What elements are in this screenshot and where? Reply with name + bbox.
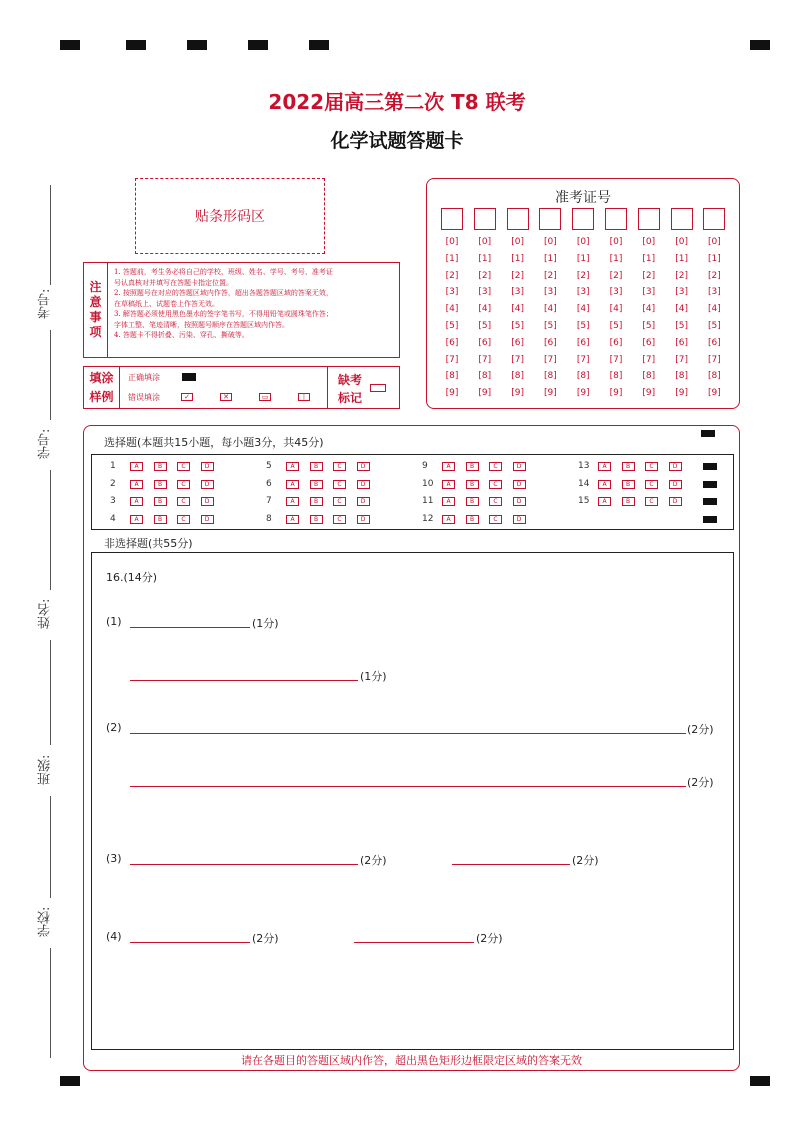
admission-digit-bubble[interactable]: [5] (511, 321, 524, 331)
admission-digit-bubble[interactable]: [6] (511, 337, 524, 348)
question-number: 12 (422, 513, 434, 524)
choice-option-bubble[interactable]: C (489, 462, 502, 471)
sample-title: 填涂 样例 (84, 367, 120, 408)
question-number: 2 (110, 478, 116, 489)
binding-line (50, 796, 51, 898)
admission-digit-bubble[interactable]: [1] (642, 253, 656, 264)
binding-line (50, 185, 51, 285)
admission-digit-bubble[interactable]: [5] (642, 321, 656, 331)
score-label: (2分) (687, 776, 714, 789)
choice-option-bubble[interactable]: A (442, 462, 455, 471)
admission-digit-bubble[interactable]: [3] (544, 287, 557, 298)
admission-digit-bubble[interactable]: [3] (675, 287, 688, 298)
choice-option-bubble[interactable]: C (489, 480, 502, 489)
admission-digit-bubble[interactable]: [2] (511, 270, 524, 281)
admission-digit-bubble[interactable]: [4] (478, 304, 492, 315)
choice-option-bubble[interactable]: B (622, 497, 635, 506)
admission-digit-bubble[interactable]: [2] (544, 270, 557, 281)
admission-digit-bubble[interactable]: [2] (445, 270, 459, 281)
answer-blank[interactable] (130, 680, 358, 681)
registration-mark (126, 40, 146, 50)
admission-digit-box[interactable] (703, 208, 725, 230)
registration-mark (60, 40, 80, 50)
admission-digit-bubble[interactable]: [3] (478, 287, 492, 298)
part-3-label: (3) (106, 852, 122, 865)
admission-digit-bubble[interactable]: [3] (609, 287, 623, 298)
score-label: (2分) (252, 932, 279, 945)
admission-digit-bubble[interactable]: [6] (642, 337, 656, 348)
choice-option-bubble[interactable]: B (466, 480, 479, 489)
answer-blank[interactable] (130, 942, 250, 943)
choice-option-bubble[interactable]: C (177, 480, 190, 489)
binding-line (50, 330, 51, 420)
admission-digit-bubble[interactable]: [0] (544, 237, 557, 247)
part-2-label: (2) (106, 721, 122, 734)
side-label-exam-number: 考号: (38, 288, 53, 320)
question-16-title: 16.(14分) (106, 571, 158, 584)
admission-digit-bubble[interactable]: [7] (511, 354, 524, 365)
admission-digit-box[interactable] (671, 208, 693, 230)
choice-option-bubble[interactable]: D (513, 462, 526, 471)
choice-option-bubble[interactable]: A (130, 497, 143, 506)
question-number: 10 (422, 478, 434, 489)
notice-line: 3. 解答题必须使用黑色墨水的签字笔书写，不得用铅笔或圆珠笔作答； (114, 310, 333, 318)
choice-option-bubble[interactable]: C (177, 462, 190, 471)
admission-digit-bubble[interactable]: [0] (609, 237, 623, 247)
choice-option-bubble[interactable]: D (357, 462, 370, 471)
admission-digit-bubble[interactable]: [3] (445, 287, 459, 298)
answer-blank[interactable] (130, 786, 686, 787)
admission-digit-bubble[interactable]: [2] (478, 270, 492, 281)
admission-digit-bubble[interactable]: [4] (675, 304, 688, 315)
choice-option-bubble[interactable]: A (598, 497, 611, 506)
score-label: (2分) (360, 854, 387, 867)
choice-option-bubble[interactable]: B (154, 480, 167, 489)
admission-digit-bubble[interactable]: [7] (576, 354, 590, 365)
admission-digit-bubble[interactable]: [8] (445, 371, 459, 382)
answer-blank[interactable] (452, 864, 570, 865)
registration-mark (187, 40, 207, 50)
question-number: 1 (110, 461, 116, 471)
choice-option-bubble[interactable]: A (286, 462, 299, 471)
admission-digit-box[interactable] (638, 208, 660, 230)
footer-warning: 请在各题目的答题区域内作答，超出黑色矩形边框限定区域的答案无效 (241, 1054, 582, 1067)
absent-mark-box[interactable] (370, 384, 386, 392)
admission-digit-bubble[interactable]: [2] (642, 270, 656, 281)
admission-digit-bubble[interactable]: [9] (511, 388, 524, 399)
score-label: (1分) (252, 617, 279, 630)
admission-digit-bubble[interactable]: [5] (445, 321, 459, 331)
admission-digit-bubble[interactable]: [5] (478, 321, 492, 331)
admission-digit-bubble[interactable]: [6] (708, 337, 721, 348)
admission-digit-bubble[interactable]: [5] (675, 321, 688, 331)
answer-blank[interactable] (130, 627, 250, 628)
answer-blank[interactable] (130, 733, 686, 734)
wrong-fill-line-icon: ▭ (259, 393, 271, 401)
choice-option-bubble[interactable]: D (201, 515, 214, 524)
question-number: 13 (578, 461, 590, 471)
admission-digit-bubble[interactable]: [9] (609, 388, 623, 399)
notice-line: 2. 按照题号在对应的答题区域内作答，超出各题答题区域的答案无效， (114, 289, 333, 297)
notice-line: 1. 答题前，考生务必将自己的学校、班级、姓名、学号、考号、准考证 (114, 268, 333, 276)
admission-digit-bubble[interactable]: [4] (708, 304, 721, 315)
choice-option-bubble[interactable]: A (598, 462, 611, 471)
choice-option-bubble[interactable]: A (130, 462, 143, 471)
choice-option-bubble[interactable]: D (357, 497, 370, 506)
question-16-box (91, 552, 734, 1050)
admission-digit-bubble[interactable]: [0] (478, 237, 492, 247)
admission-digit-box[interactable] (507, 208, 529, 230)
choice-option-bubble[interactable]: B (622, 480, 635, 489)
admission-digit-bubble[interactable]: [7] (445, 354, 459, 365)
binding-line (50, 470, 51, 590)
question-number: 6 (266, 478, 272, 489)
choice-option-bubble[interactable]: C (645, 480, 658, 489)
admission-digit-bubble[interactable]: [6] (609, 337, 623, 348)
admission-digit-bubble[interactable]: [1] (708, 253, 721, 264)
wrong-fill-bar-icon: 丨 (298, 393, 310, 401)
exam-title: 2022届高三第二次 T8 联考 (268, 90, 526, 114)
admission-digit-bubble[interactable]: [8] (511, 371, 524, 382)
admission-digit-bubble[interactable]: [1] (544, 253, 557, 264)
notice-line: 在草稿纸上、试题卷上作答无效。 (114, 299, 219, 308)
choice-option-bubble[interactable]: B (466, 497, 479, 506)
choice-option-bubble[interactable]: D (669, 480, 682, 489)
admission-digit-bubble[interactable]: [2] (675, 270, 688, 281)
choice-option-bubble[interactable]: C (177, 497, 190, 506)
admission-digit-bubble[interactable]: [8] (609, 371, 623, 382)
registration-mark (750, 40, 770, 50)
barcode-label: 贴条形码区 (195, 209, 265, 225)
side-label-name: 姓名: (38, 598, 53, 630)
sample-divider (327, 367, 328, 408)
question-number: 5 (266, 461, 272, 471)
choice-option-bubble[interactable]: B (466, 462, 479, 471)
admission-digit-bubble[interactable]: [2] (609, 270, 623, 281)
fill-sample-box (83, 366, 400, 409)
admission-digit-bubble[interactable]: [1] (576, 253, 590, 264)
choice-option-bubble[interactable]: C (333, 497, 346, 506)
admission-digit-bubble[interactable]: [3] (511, 287, 524, 298)
binding-line (50, 948, 51, 1058)
admission-digit-bubble[interactable]: [0] (445, 237, 459, 247)
question-number: 8 (266, 513, 272, 524)
admission-digit-bubble[interactable]: [9] (478, 388, 492, 399)
choice-option-bubble[interactable]: B (310, 480, 323, 489)
admission-digit-box[interactable] (539, 208, 561, 230)
admission-digit-bubble[interactable]: [6] (445, 337, 459, 348)
admission-digit-bubble[interactable]: [5] (609, 321, 623, 331)
admission-digit-bubble[interactable]: [1] (478, 253, 492, 264)
admission-digit-bubble[interactable]: [4] (609, 304, 623, 315)
registration-mark (60, 1076, 80, 1086)
choice-option-bubble[interactable]: A (286, 515, 299, 524)
timing-mark (703, 463, 717, 470)
choice-option-bubble[interactable]: D (513, 480, 526, 489)
admission-digit-bubble[interactable]: [5] (708, 321, 721, 331)
side-label-student-number: 学号: (38, 428, 53, 460)
admission-digit-bubble[interactable]: [7] (609, 354, 623, 365)
choice-option-bubble[interactable]: A (442, 497, 455, 506)
question-number: 3 (110, 496, 116, 506)
notice-line: 字体工整、笔迹清晰，按照题号顺序在答题区域内作答。 (114, 320, 289, 329)
admission-digit-bubble[interactable]: [1] (609, 253, 623, 264)
choice-option-bubble[interactable]: C (645, 462, 658, 471)
admission-digit-bubble[interactable]: [6] (675, 337, 688, 348)
notice-body (114, 267, 396, 341)
choice-option-bubble[interactable]: D (201, 462, 214, 471)
choice-option-bubble[interactable]: B (154, 515, 167, 524)
registration-mark (248, 40, 268, 50)
admission-digit-bubble[interactable]: [9] (675, 388, 688, 399)
choice-option-bubble[interactable]: D (669, 462, 682, 471)
choice-option-bubble[interactable]: D (357, 480, 370, 489)
sheet-subtitle: 化学试题答题卡 (330, 130, 464, 152)
choice-option-bubble[interactable]: C (333, 480, 346, 489)
timing-mark (701, 430, 715, 437)
choice-grid (91, 454, 734, 530)
choice-option-bubble[interactable]: B (310, 497, 323, 506)
admission-digit-bubble[interactable]: [8] (642, 371, 656, 382)
admission-digit-bubble[interactable]: [9] (576, 388, 590, 399)
choice-option-bubble[interactable]: B (622, 462, 635, 471)
choice-option-bubble[interactable]: B (310, 515, 323, 524)
score-label: (1分) (360, 670, 387, 683)
admission-digit-bubble[interactable]: [5] (576, 321, 590, 331)
choice-option-bubble[interactable]: A (130, 480, 143, 489)
admission-digit-bubble[interactable]: [7] (478, 354, 492, 365)
admission-digit-bubble[interactable]: [9] (642, 388, 656, 399)
choice-option-bubble[interactable]: B (310, 462, 323, 471)
timing-mark (703, 481, 717, 488)
choice-option-bubble[interactable]: A (286, 497, 299, 506)
part-4-label: (4) (106, 930, 122, 943)
question-number: 9 (422, 461, 428, 471)
notice-title: 注 意 事 项 (84, 263, 108, 357)
admission-digit-bubble[interactable]: [4] (445, 304, 459, 315)
answer-blank[interactable] (354, 942, 474, 943)
admission-digit-bubble[interactable]: [7] (675, 354, 688, 365)
admission-digit-bubble[interactable]: [9] (708, 388, 721, 399)
timing-mark (703, 498, 717, 505)
admission-digit-bubble[interactable]: [3] (708, 287, 721, 298)
absent-label: 缺考 标记 (338, 373, 363, 405)
nonchoice-section-label: 非选择题(共55分) (104, 537, 193, 550)
admission-digit-bubble[interactable]: [2] (708, 270, 721, 281)
registration-mark (309, 40, 329, 50)
notice-line: 4. 答题卡不得折叠、污染、穿孔、撕破等。 (114, 331, 249, 339)
choice-option-bubble[interactable]: C (489, 515, 502, 524)
admission-title: 准考证号 (555, 190, 611, 206)
choice-section-label: 选择题(本题共15小题，每小题3分，共45分) (104, 436, 324, 449)
admission-digit-bubble[interactable]: [0] (642, 237, 656, 247)
admission-digit-bubble[interactable]: [0] (708, 237, 721, 247)
admission-digit-bubble[interactable]: [4] (642, 304, 656, 315)
score-label: (2分) (476, 932, 503, 945)
admission-digit-bubble[interactable]: [6] (544, 337, 557, 348)
admission-digit-bubble[interactable]: [1] (675, 253, 688, 264)
score-label: (2分) (572, 854, 599, 867)
choice-option-bubble[interactable]: D (201, 497, 214, 506)
choice-option-bubble[interactable]: D (513, 497, 526, 506)
admission-digit-bubble[interactable]: [8] (544, 371, 557, 382)
score-label: (2分) (687, 723, 714, 736)
admission-digit-bubble[interactable]: [4] (511, 304, 524, 315)
admission-digit-bubble[interactable]: [8] (576, 371, 590, 382)
choice-option-bubble[interactable]: D (201, 480, 214, 489)
choice-option-bubble[interactable]: B (154, 497, 167, 506)
admission-digit-bubble[interactable]: [7] (544, 354, 557, 365)
choice-option-bubble[interactable]: A (130, 515, 143, 524)
choice-option-bubble[interactable]: A (598, 480, 611, 489)
choice-option-bubble[interactable]: D (357, 515, 370, 524)
admission-digit-bubble[interactable]: [8] (708, 371, 721, 382)
admission-digit-box[interactable] (474, 208, 496, 230)
choice-option-bubble[interactable]: D (669, 497, 682, 506)
admission-number-box (426, 178, 740, 409)
choice-option-bubble[interactable]: C (333, 462, 346, 471)
choice-option-bubble[interactable]: C (177, 515, 190, 524)
admission-digit-box[interactable] (572, 208, 594, 230)
admission-digit-box[interactable] (605, 208, 627, 230)
question-number: 4 (110, 513, 116, 524)
admission-digit-bubble[interactable]: [4] (544, 304, 557, 315)
question-number: 15 (578, 496, 590, 506)
admission-digit-bubble[interactable]: [3] (642, 287, 656, 298)
admission-digit-box[interactable] (441, 208, 463, 230)
wrong-fill-label: 错误填涂 (128, 393, 160, 402)
admission-digit-bubble[interactable]: [3] (576, 287, 590, 298)
admission-digit-bubble[interactable]: [7] (642, 354, 656, 365)
choice-option-bubble[interactable]: B (154, 462, 167, 471)
admission-digit-bubble[interactable]: [1] (445, 253, 459, 264)
choice-option-bubble[interactable]: A (442, 480, 455, 489)
notice-box (83, 262, 400, 358)
admission-digit-bubble[interactable]: [7] (708, 354, 721, 365)
part-1-label: (1) (106, 615, 122, 628)
binding-line (50, 640, 51, 745)
choice-option-bubble[interactable]: D (513, 515, 526, 524)
answer-blank[interactable] (130, 864, 358, 865)
side-label-school: 学校: (38, 906, 53, 938)
correct-fill-label: 正确填涂 (128, 373, 160, 382)
wrong-fill-check-icon: ✓ (181, 393, 193, 401)
timing-mark (703, 516, 717, 523)
admission-digit-bubble[interactable]: [2] (576, 270, 590, 281)
admission-digit-bubble[interactable]: [5] (544, 321, 557, 331)
registration-mark (750, 1076, 770, 1086)
admission-digit-bubble[interactable]: [1] (511, 253, 524, 264)
question-number: 11 (422, 496, 434, 506)
choice-option-bubble[interactable]: A (286, 480, 299, 489)
choice-option-bubble[interactable]: C (333, 515, 346, 524)
admission-digit-bubble[interactable]: [4] (576, 304, 590, 315)
choice-option-bubble[interactable]: B (466, 515, 479, 524)
admission-digit-bubble[interactable]: [0] (576, 237, 590, 247)
admission-digit-bubble[interactable]: [8] (675, 371, 688, 382)
answer-area (83, 425, 740, 1071)
admission-digit-bubble[interactable]: [6] (478, 337, 492, 348)
barcode-area (135, 178, 325, 254)
choice-option-bubble[interactable]: C (645, 497, 658, 506)
notice-line: 号认真核对并填写在答题卡指定位置。 (114, 278, 233, 287)
side-label-class: 班级: (38, 754, 53, 786)
admission-digit-bubble[interactable]: [0] (675, 237, 688, 247)
question-number: 7 (266, 496, 272, 506)
admission-digit-bubble[interactable]: [0] (511, 237, 524, 247)
choice-option-bubble[interactable]: A (442, 515, 455, 524)
admission-digit-bubble[interactable]: [6] (576, 337, 590, 348)
admission-digit-bubble[interactable]: [9] (445, 388, 459, 399)
admission-digit-bubble[interactable]: [9] (544, 388, 557, 399)
correct-fill-mark (182, 373, 196, 381)
wrong-fill-cross-icon: ✕ (220, 393, 232, 401)
choice-option-bubble[interactable]: C (489, 497, 502, 506)
admission-digit-bubble[interactable]: [8] (478, 371, 492, 382)
question-number: 14 (578, 478, 590, 489)
